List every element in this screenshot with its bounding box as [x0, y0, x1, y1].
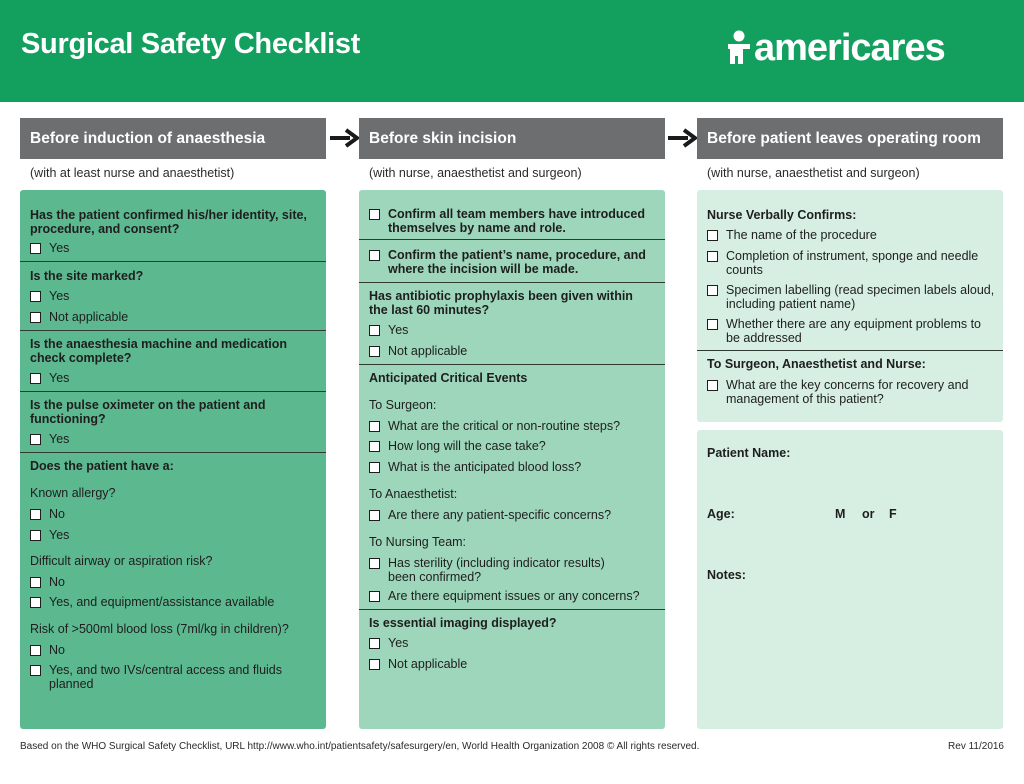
checkbox[interactable]	[369, 421, 380, 432]
option-case-duration[interactable]	[369, 439, 546, 453]
option-label: Yes	[49, 289, 70, 303]
option-key-concerns[interactable]	[707, 378, 992, 406]
heading-critical-events: Anticipated Critical Events	[369, 371, 528, 385]
checkbox[interactable]	[30, 291, 41, 302]
sex-f-label[interactable]: F	[889, 507, 897, 521]
option-sterility[interactable]	[369, 556, 629, 584]
option-label: No	[49, 575, 65, 589]
question-identity: Has the patient confirmed his/her identity, site, procedure, and consent?	[30, 208, 307, 236]
checkbox[interactable]	[369, 346, 380, 357]
phase-subtitle: (with nurse, anaesthetist and surgeon)	[707, 166, 920, 180]
option-label: Are there any patient-specific concerns?	[388, 508, 612, 522]
phase-before-leaving: Before patient leaves operating room	[697, 118, 1003, 159]
divider	[359, 282, 665, 283]
option-label: Not applicable	[388, 657, 468, 671]
option-yes[interactable]	[30, 289, 69, 303]
option-label: Yes, and two IVs/central access and fluids planned	[49, 663, 283, 691]
option-yes[interactable]	[30, 371, 69, 385]
checkbox[interactable]	[369, 558, 380, 569]
option-specimen-labelling[interactable]	[707, 283, 997, 311]
divider	[697, 350, 1003, 351]
option-yes[interactable]	[369, 636, 408, 650]
option-not-applicable[interactable]	[369, 344, 467, 358]
option-label: The name of the procedure	[726, 228, 877, 242]
age-label: Age:	[707, 507, 735, 521]
divider	[359, 364, 665, 365]
option-label: No	[49, 507, 65, 521]
option-label: What is the anticipated blood loss?	[388, 460, 582, 474]
revision-date: Rev 11/2016	[948, 741, 1004, 752]
option-label: Not applicable	[388, 344, 468, 358]
confirm-team-introduced[interactable]	[369, 207, 654, 235]
label-to-nursing-team: To Nursing Team:	[369, 535, 467, 549]
checkbox[interactable]	[30, 373, 41, 384]
option-no[interactable]	[30, 507, 65, 521]
question-imaging: Is essential imaging displayed?	[369, 616, 557, 630]
checklist-panel-incision	[359, 190, 665, 729]
phase-before-incision: Before skin incision	[359, 118, 665, 159]
arrow-right-icon	[666, 128, 698, 148]
arrow-right-icon	[328, 128, 360, 148]
label-to-surgeon: To Surgeon:	[369, 398, 437, 412]
patient-name-label: Patient Name:	[707, 446, 791, 460]
option-label: Whether there are any equipment problems to be addressed	[726, 317, 981, 345]
option-yes-equipment[interactable]	[30, 595, 274, 609]
option-label: Yes	[388, 323, 409, 337]
option-patient-concerns[interactable]	[369, 508, 611, 522]
option-label: Yes	[49, 528, 70, 542]
option-no[interactable]	[30, 643, 65, 657]
phase-subtitle: (with at least nurse and anaesthetist)	[30, 166, 235, 180]
checkbox[interactable]	[707, 285, 718, 296]
phase-subtitle: (with nurse, anaesthetist and surgeon)	[369, 166, 582, 180]
checkbox[interactable]	[30, 530, 41, 541]
option-label: What are the critical or non-routine steps?	[388, 419, 621, 433]
option-label: Yes, and equipment/assistance available	[49, 595, 275, 609]
option-label: What are the key concerns for recovery and management of this patient?	[726, 378, 969, 406]
checkbox[interactable]	[369, 325, 380, 336]
option-label: Yes	[388, 636, 409, 650]
sex-m-label[interactable]: M	[835, 507, 846, 521]
checkbox[interactable]	[707, 251, 718, 262]
label-blood-loss: Risk of >500ml blood loss (7ml/kg in children)?	[30, 622, 289, 636]
brand-logo	[726, 26, 945, 70]
option-label: Yes	[49, 371, 70, 385]
checkbox[interactable]	[369, 441, 380, 452]
option-equipment-issues[interactable]	[369, 589, 640, 603]
option-yes-ivs[interactable]	[30, 663, 290, 691]
option-label: Completion of instrument, sponge and needle counts	[726, 249, 979, 277]
option-yes[interactable]	[30, 241, 69, 255]
checkbox[interactable]	[30, 312, 41, 323]
checkbox[interactable]	[369, 659, 380, 670]
option-critical-steps[interactable]	[369, 419, 620, 433]
option-yes[interactable]	[30, 528, 69, 542]
page-title: Surgical Safety Checklist	[21, 28, 361, 60]
option-label: Not applicable	[49, 310, 129, 324]
option-yes[interactable]	[369, 323, 408, 337]
label-allergy: Known allergy?	[30, 486, 116, 500]
divider	[20, 261, 326, 262]
patient-info-panel	[697, 430, 1003, 729]
phase-before-induction: Before induction of anaesthesia	[20, 118, 326, 159]
label-airway: Difficult airway or aspiration risk?	[30, 554, 213, 568]
question-patient-have: Does the patient have a:	[30, 459, 174, 473]
option-counts[interactable]	[707, 249, 992, 277]
checkbox[interactable]	[369, 510, 380, 521]
option-label: How long will the case take?	[388, 439, 546, 453]
confirm-patient-procedure[interactable]	[369, 248, 654, 276]
option-label: Yes	[49, 241, 70, 255]
checkbox[interactable]	[30, 509, 41, 520]
option-equipment-problems[interactable]	[707, 317, 992, 345]
question-anaesthesia-check: Is the anaesthesia machine and medication check complete?	[30, 337, 288, 365]
question-pulse-oximeter: Is the pulse oximeter on the patient and functioning?	[30, 398, 266, 426]
divider	[20, 391, 326, 392]
option-blood-loss[interactable]	[369, 460, 581, 474]
checkbox[interactable]	[707, 380, 718, 391]
option-yes[interactable]	[30, 432, 69, 446]
option-no[interactable]	[30, 575, 65, 589]
divider	[20, 452, 326, 453]
option-label: No	[49, 643, 65, 657]
label-to-anaesthetist: To Anaesthetist:	[369, 487, 458, 501]
option-procedure-name[interactable]	[707, 228, 877, 242]
divider	[359, 239, 665, 240]
checkbox[interactable]	[30, 665, 41, 676]
person-icon	[726, 30, 752, 66]
heading-nurse-confirms: Nurse Verbally Confirms:	[707, 208, 857, 222]
checkbox[interactable]	[30, 434, 41, 445]
checkbox[interactable]	[369, 209, 380, 220]
question-antibiotic: Has antibiotic prophylaxis been given within the last 60 minutes?	[369, 289, 633, 317]
checkbox[interactable]	[707, 319, 718, 330]
option-label: Are there equipment issues or any concerns?	[388, 589, 640, 603]
checkbox[interactable]	[30, 577, 41, 588]
checkbox[interactable]	[369, 638, 380, 649]
checklist-panel-induction	[20, 190, 326, 729]
option-not-applicable[interactable]	[30, 310, 128, 324]
checkbox[interactable]	[369, 462, 380, 473]
checkbox[interactable]	[30, 243, 41, 254]
sex-or-label: or	[862, 507, 875, 521]
checkbox[interactable]	[30, 597, 41, 608]
checkbox[interactable]	[369, 591, 380, 602]
option-not-applicable[interactable]	[369, 657, 467, 671]
checklist-panel-leaving	[697, 190, 1003, 422]
option-label: Specimen labelling (read specimen labels aloud, including patient name)	[726, 283, 995, 311]
heading-to-team: To Surgeon, Anaesthetist and Nurse:	[707, 357, 926, 371]
footer-attribution: Based on the WHO Surgical Safety Checklist, URL http://www.who.int/patientsafety/safesurgery/en, World Health Organization 2008 © All rights reserved.	[20, 741, 700, 752]
checkbox[interactable]	[30, 645, 41, 656]
brand-logo-text: americares	[754, 26, 945, 69]
question-site-marked: Is the site marked?	[30, 269, 144, 283]
option-label: Confirm all team members have introduced themselves by name and role.	[388, 207, 646, 235]
option-label: Has sterility (including indicator results) been confirmed?	[388, 556, 605, 584]
divider	[359, 609, 665, 610]
notes-label: Notes:	[707, 568, 746, 582]
divider	[20, 330, 326, 331]
option-label: Yes	[49, 432, 70, 446]
option-label: Confirm the patient’s name, procedure, and where the incision will be made.	[388, 248, 646, 276]
checkbox[interactable]	[369, 250, 380, 261]
checkbox[interactable]	[707, 230, 718, 241]
header-banner	[0, 0, 1024, 102]
